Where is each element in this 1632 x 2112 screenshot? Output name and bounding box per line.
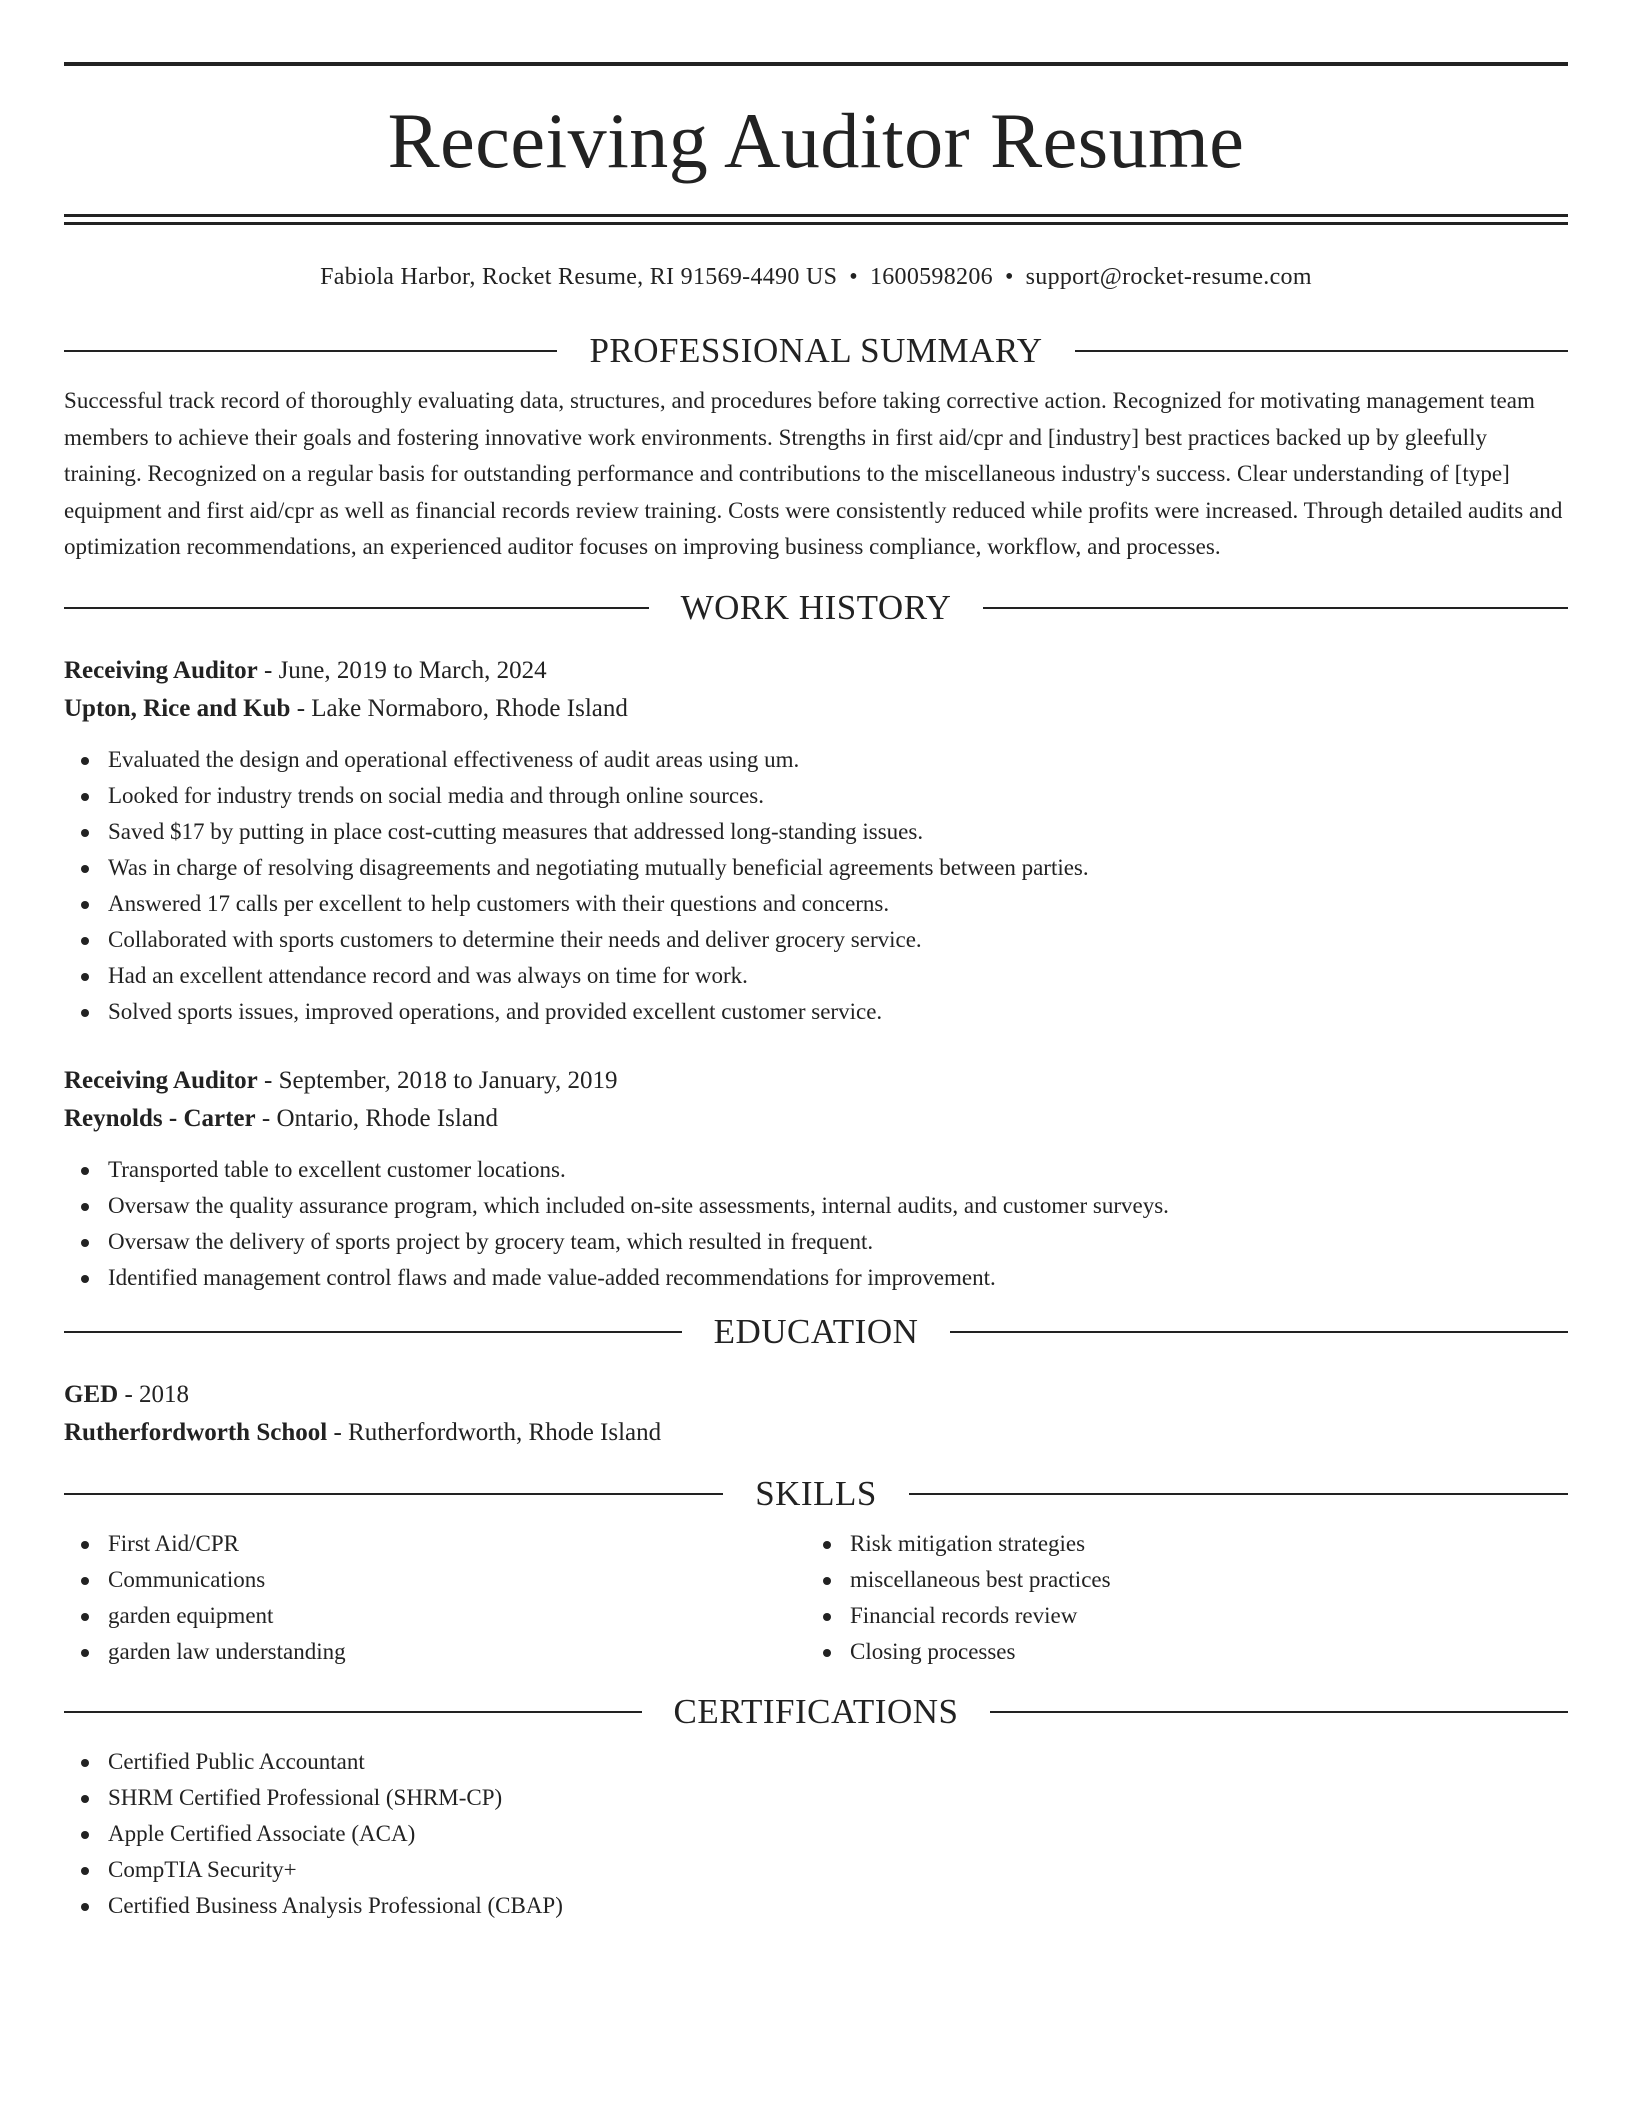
skills-list-right bbox=[806, 1526, 1548, 1670]
section-rule bbox=[64, 1493, 723, 1495]
certification-item: SHRM Certified Professional (SHRM-CP) bbox=[64, 1780, 1568, 1816]
section-heading-work-history bbox=[64, 588, 1568, 628]
skill-item: First Aid/CPR bbox=[64, 1526, 806, 1562]
job-bullet: Had an excellent attendance record and was always on time for work. bbox=[64, 958, 1568, 994]
section-rule bbox=[64, 1331, 682, 1333]
contact-address: Fabiola Harbor, Rocket Resume, RI 91569-4490 US bbox=[320, 264, 838, 290]
education-school-line bbox=[64, 1414, 1568, 1452]
skill-item: garden law understanding bbox=[64, 1634, 806, 1670]
job-bullet: Evaluated the design and operational effectiveness of audit areas using um. bbox=[64, 742, 1568, 778]
job-title: Receiving Auditor bbox=[64, 1066, 258, 1094]
certification-item: Apple Certified Associate (ACA) bbox=[64, 1816, 1568, 1852]
skills-columns bbox=[64, 1526, 1568, 1670]
job-entry bbox=[64, 1062, 1568, 1296]
job-bullet: Transported table to excellent customer locations. bbox=[64, 1152, 1568, 1188]
job-title-line bbox=[64, 1062, 1568, 1100]
certification-item: Certified Business Analysis Professional (CBAP) bbox=[64, 1888, 1568, 1924]
job-dates: - June, 2019 to March, 2024 bbox=[257, 656, 547, 684]
contact-phone: 1600598206 bbox=[869, 264, 993, 290]
contact-separator: • bbox=[849, 264, 858, 290]
skills-list-left bbox=[64, 1526, 806, 1670]
job-bullet: Saved $17 by putting in place cost-cutting measures that addressed long-standing issues. bbox=[64, 814, 1568, 850]
section-title: CERTIFICATIONS bbox=[673, 1691, 959, 1731]
header-double-rule bbox=[64, 214, 1568, 225]
section-rule bbox=[990, 1711, 1568, 1713]
education-degree-line bbox=[64, 1376, 1568, 1414]
job-bullet: Answered 17 calls per excellent to help customers with their questions and concerns. bbox=[64, 886, 1568, 922]
contact-line bbox=[64, 263, 1568, 291]
education-school: Rutherfordworth School bbox=[64, 1418, 328, 1446]
contact-separator: • bbox=[1004, 264, 1014, 290]
skill-item: Financial records review bbox=[806, 1598, 1548, 1634]
job-company-line bbox=[64, 1100, 1568, 1138]
skill-item: Communications bbox=[64, 1562, 806, 1598]
job-bullet: Solved sports issues, improved operations, and provided excellent customer service. bbox=[64, 994, 1568, 1030]
job-entry bbox=[64, 652, 1568, 1030]
section-rule bbox=[950, 1331, 1568, 1333]
job-location: - Lake Normaboro, Rhode Island bbox=[290, 694, 628, 722]
certification-item: Certified Public Accountant bbox=[64, 1744, 1568, 1780]
section-rule bbox=[983, 607, 1568, 609]
section-heading-certifications bbox=[64, 1692, 1568, 1732]
certification-item: CompTIA Security+ bbox=[64, 1852, 1568, 1888]
education-degree: GED bbox=[64, 1380, 119, 1408]
job-company: Reynolds - Carter bbox=[64, 1104, 256, 1132]
section-title: EDUCATION bbox=[713, 1311, 919, 1351]
section-heading-summary bbox=[64, 331, 1568, 371]
education-location: - Rutherfordworth, Rhode Island bbox=[327, 1418, 662, 1446]
skill-item: Closing processes bbox=[806, 1634, 1548, 1670]
job-title-line bbox=[64, 652, 1568, 690]
section-rule bbox=[64, 1711, 642, 1713]
job-title: Receiving Auditor bbox=[64, 656, 258, 684]
skill-item: miscellaneous best practices bbox=[806, 1562, 1548, 1598]
job-bullet: Looked for industry trends on social media and through online sources. bbox=[64, 778, 1568, 814]
section-title: WORK HISTORY bbox=[680, 587, 952, 627]
job-company-line bbox=[64, 690, 1568, 728]
summary-text: Successful track record of thoroughly evaluating data, structures, and procedures before taking corrective action. Recognized for motivating management team members to achieve their goals and fostering innovative work environments. Strengths in first aid/cpr and [industry] best practices backed up by gleefully training. Recognized on a regular basis for outstanding performance and contributions to the miscellaneous industry's success. Clear understanding of [type] equipment and first aid/cpr as well as financial records review training. Costs were consistently reduced while profits were increased. Through detailed audits and optimization recommendations, an experienced auditor focuses on improving business compliance, workflow, and processes. bbox=[64, 388, 1563, 559]
resume-title: Receiving Auditor Resume bbox=[387, 97, 1245, 184]
job-bullets bbox=[64, 1152, 1568, 1296]
job-bullet: Identified management control flaws and made value-added recommendations for improvement. bbox=[64, 1260, 1568, 1296]
job-bullet: Was in charge of resolving disagreements and negotiating mutually beneficial agreements between parties. bbox=[64, 850, 1568, 886]
job-location: - Ontario, Rhode Island bbox=[255, 1104, 498, 1132]
job-company: Upton, Rice and Kub bbox=[64, 694, 291, 722]
education-entry bbox=[64, 1376, 1568, 1452]
skill-item: garden equipment bbox=[64, 1598, 806, 1634]
job-bullets bbox=[64, 742, 1568, 1030]
skill-item: Risk mitigation strategies bbox=[806, 1526, 1548, 1562]
education-year: - 2018 bbox=[118, 1380, 190, 1408]
job-bullet: Collaborated with sports customers to determine their needs and deliver grocery service. bbox=[64, 922, 1568, 958]
section-rule bbox=[909, 1493, 1568, 1495]
section-rule bbox=[64, 350, 557, 352]
section-rule bbox=[64, 607, 649, 609]
contact-email: support@rocket-resume.com bbox=[1025, 264, 1312, 290]
certifications-list bbox=[64, 1744, 1568, 1924]
job-bullet: Oversaw the quality assurance program, which included on-site assessments, internal audits, and customer surveys. bbox=[64, 1188, 1568, 1224]
section-heading-skills bbox=[64, 1474, 1568, 1514]
section-rule bbox=[1075, 350, 1568, 352]
job-bullet: Oversaw the delivery of sports project by grocery team, which resulted in frequent. bbox=[64, 1224, 1568, 1260]
section-title: SKILLS bbox=[755, 1473, 877, 1513]
section-title: PROFESSIONAL SUMMARY bbox=[589, 331, 1043, 370]
job-dates: - September, 2018 to January, 2019 bbox=[257, 1066, 618, 1094]
section-heading-education bbox=[64, 1312, 1568, 1352]
resume-page bbox=[64, 62, 1568, 1924]
